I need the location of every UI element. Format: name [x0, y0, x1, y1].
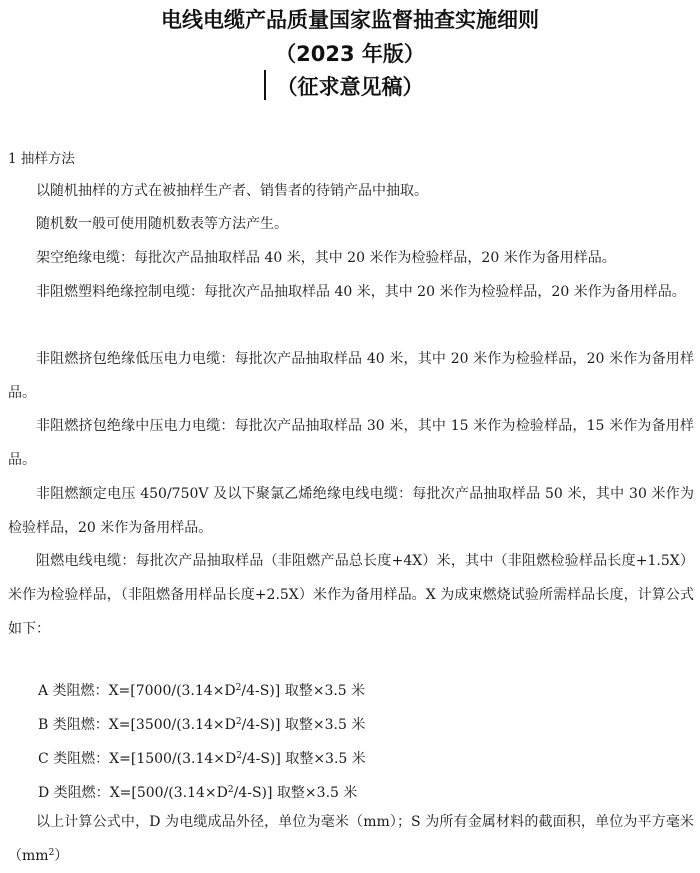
paragraph-sampling-method: 以随机抽样的方式在被抽样生产者、销售者的待销产品中抽取。 — [36, 183, 428, 199]
formula-expression-end: /4-S)] 取整×3.5 米 — [241, 717, 366, 733]
formula-expression: X=[7000/(3.14×D — [108, 683, 236, 699]
formula-class-b — [38, 714, 365, 734]
formula-expression: X=[3500/(3.14×D — [108, 717, 236, 733]
formula-class-d — [38, 782, 357, 802]
section-heading: 1 抽样方法 — [8, 151, 75, 167]
formula-class-a — [38, 680, 365, 700]
formula-expression-end: /4-S)] 取整×3.5 米 — [241, 683, 366, 699]
formula-expression-end: /4-S)] 取整×3.5 米 — [242, 751, 366, 767]
formula-label: A 类阻燃： — [38, 683, 109, 699]
notes-exponent: 2 — [48, 848, 55, 858]
formula-expression: X=[1500/(3.14×D — [109, 751, 237, 767]
formula-exponent: 2 — [227, 785, 234, 795]
document-edition: （2023 年版） — [275, 42, 425, 66]
paragraph-pvc-wire: 非阻燃额定电压 450/750V 及以下聚氯乙烯绝缘电线电缆：每批次产品抽取样品 50 米，其中 30 米作为检验样品，20 米作为备用样品。 — [8, 486, 694, 536]
paragraph-flame-retardant: 阻燃电线电缆：每批次产品抽取样品（非阻燃产品总长度+4X）米，其中（非阻燃检验样品长度+1.5X）米作为检验样品，（非阻燃备用样品长度+2.5X）米作为备用样品。X 为成束燃烧试验所需样品长度，计算公式如下： — [8, 553, 694, 637]
formula-label: B 类阻燃： — [38, 717, 109, 733]
paragraph-random-number: 随机数一般可使用随机数表等方法产生。 — [36, 216, 288, 232]
notes-text: 以上计算公式中，D 为电缆成品外径，单位为毫米（mm）；S 为所有金属材料的截面积，单位为平方毫米（mm — [8, 814, 694, 864]
formula-exponent: 2 — [235, 683, 242, 693]
formula-exponent: 2 — [235, 717, 242, 727]
formula-label: C 类阻燃： — [38, 751, 110, 767]
paragraph-overhead-cable: 架空绝缘电缆：每批次产品抽取样品 40 米，其中 20 米作为检验样品，20 米作为备用样品。 — [36, 250, 616, 266]
formula-class-c — [38, 748, 366, 768]
document-title: 电线电缆产品质量国家监督抽查实施细则 — [161, 8, 539, 32]
paragraph-control-cable: 非阻燃塑料绝缘控制电缆：每批次产品抽取样品 40 米，其中 20 米作为检验样品，20 米作为备用样品。 — [36, 284, 686, 300]
paragraph-low-voltage-cable: 非阻燃挤包绝缘低压电力电缆：每批次产品抽取样品 40 米，其中 20 米作为检验样品，20 米作为备用样品。 — [8, 351, 694, 401]
notes-end: ） — [54, 848, 69, 864]
formula-expression: X=[500/(3.14×D — [109, 785, 228, 801]
paragraph-medium-voltage-cable: 非阻燃挤包绝缘中压电力电缆：每批次产品抽取样品 30 米，其中 15 米作为检验样品，15 米作为备用样品。 — [8, 418, 694, 468]
paragraph-formula-notes — [8, 805, 694, 873]
document-draft-label: （征求意见稿） — [276, 75, 424, 99]
formula-label: D 类阻燃： — [38, 785, 110, 801]
formula-exponent: 2 — [236, 751, 242, 761]
formula-expression-end: /4-S)] 取整×3.5 米 — [233, 785, 358, 801]
